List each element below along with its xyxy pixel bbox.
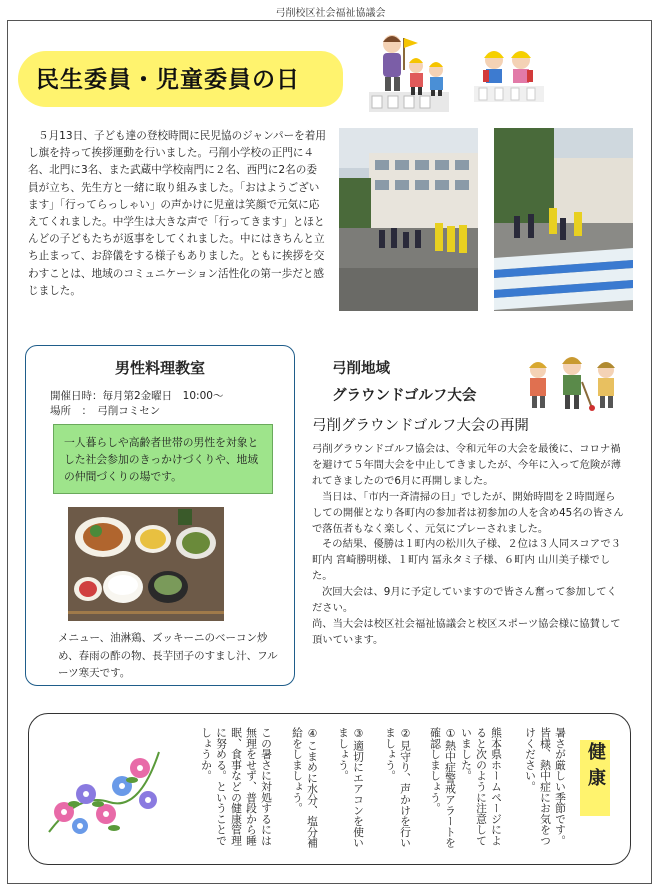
cooking-schedule: 開催日時：毎月第2金曜日 10:00～ (50, 390, 224, 402)
cooking-title: 男性料理教室 (114, 359, 205, 377)
groundgolf-title-line2: グラウンドゴルフ大会 (332, 388, 477, 404)
groundgolf-paragraph: その結果、優勝は１町内の松川久子様、２位は３人同スコアで３町内 宮崎勝明様、１町内 冨永タミ子様、６町内 山川美子様でした。 (312, 538, 621, 583)
groundgolf-players-illustration (520, 352, 624, 412)
health-column: この暑さに対処するには無理をせず、普段から睡眠、食事などの健康管理に努める。ということでしょうか。 (200, 727, 273, 846)
school-gate-photo (339, 128, 478, 311)
food-photo (68, 507, 224, 621)
article1-title: 民生委員・児童委員の日 (36, 67, 300, 93)
crosswalk-photo (494, 128, 633, 311)
cooking-note: 一人暮らしや高齢者世帯の男性を対象とした社会参加のきっかけづくりや、地域の仲間づくりの場です。 (64, 436, 259, 483)
groundgolf-title-line1: 弓削地域 (332, 361, 390, 377)
groundgolf-paragraph: 当日は、「市内一斉清掃の日」でしたが、開始時間を２時間遅らしての開催となり各町内の参加者は初参加の人を含め45名の皆さんで落伍者もなく楽しく、元気にプレーされました。 (312, 490, 624, 535)
health-column: ④こまめに水分、塩分補給をしましょう。 (291, 727, 319, 848)
cooking-menu: メニュー、油淋鶏、ズッキーニのベーコン炒め、春雨の酢の物、長芋団子のすまし汁、フルーツ寒天です。 (58, 632, 278, 679)
groundgolf-body (312, 442, 624, 649)
groundgolf-paragraph: 弓削グラウンドゴルフ協会は、令和元年の大会を最後に、コロナ禍を避けて５年間大会を中止してきましたが、今年に入って危険が薄れてきましたので6月に再開しました。 (312, 443, 621, 487)
health-column: 熊本県ホームページによると次のように注意していました。 (460, 727, 503, 846)
groundgolf-paragraph: 次回大会は、9月に予定していますので皆さん奮って参加してください。 (312, 586, 617, 615)
crossing-guard-illustration (364, 30, 456, 116)
health-column: ①熱中症警戒アラートを確認しましょう。 (429, 727, 457, 848)
header-org: 弓削校区社会福祉協議会 (275, 8, 386, 19)
health-heading: 健康 (585, 742, 606, 794)
morning-glory-illustration (44, 742, 164, 838)
cooking-place: 場所 ： 弓削コミセン (50, 405, 161, 417)
health-column: 暑さが厳しい季節です。皆様、熱中症にお気をつけください。 (524, 727, 567, 846)
article1-body: ５月13日、子ども達の登校時間に民児協のジャンパーを着用し旗を持って挨拶運動を行いました。弓削小学校の正門に４名、北門に3名、また武蔵中学校南門に２名、西門に2名の委員が立ち、先生方と一緒に取り組みました。「おはようございます」「行ってらっしゃい」の声かけに児童は笑顔で元気に応えてくれました。中学生は大きな声で「行ってきます」とほとんどの子どもたちが返事をしてくれました。中にはきちんと立ち止まって、お辞儀をする様子もありました。ともに挨拶を交わすことは、地域のコミュニケーション活性化の第一歩だと感じました。 (28, 130, 326, 297)
health-column: ②見守り、声かけを行いましょう。 (384, 727, 412, 848)
groundgolf-subtitle: 弓削グラウンドゴルフ大会の再開 (312, 418, 529, 434)
health-column: ③適切にエアコンを使いましょう。 (337, 727, 365, 848)
groundgolf-paragraph: 尚、当大会は校区社会福祉協議会と校区スポーツ協会様に協賛して頂いています。 (312, 617, 621, 646)
kids-crossing-illustration (469, 44, 553, 104)
